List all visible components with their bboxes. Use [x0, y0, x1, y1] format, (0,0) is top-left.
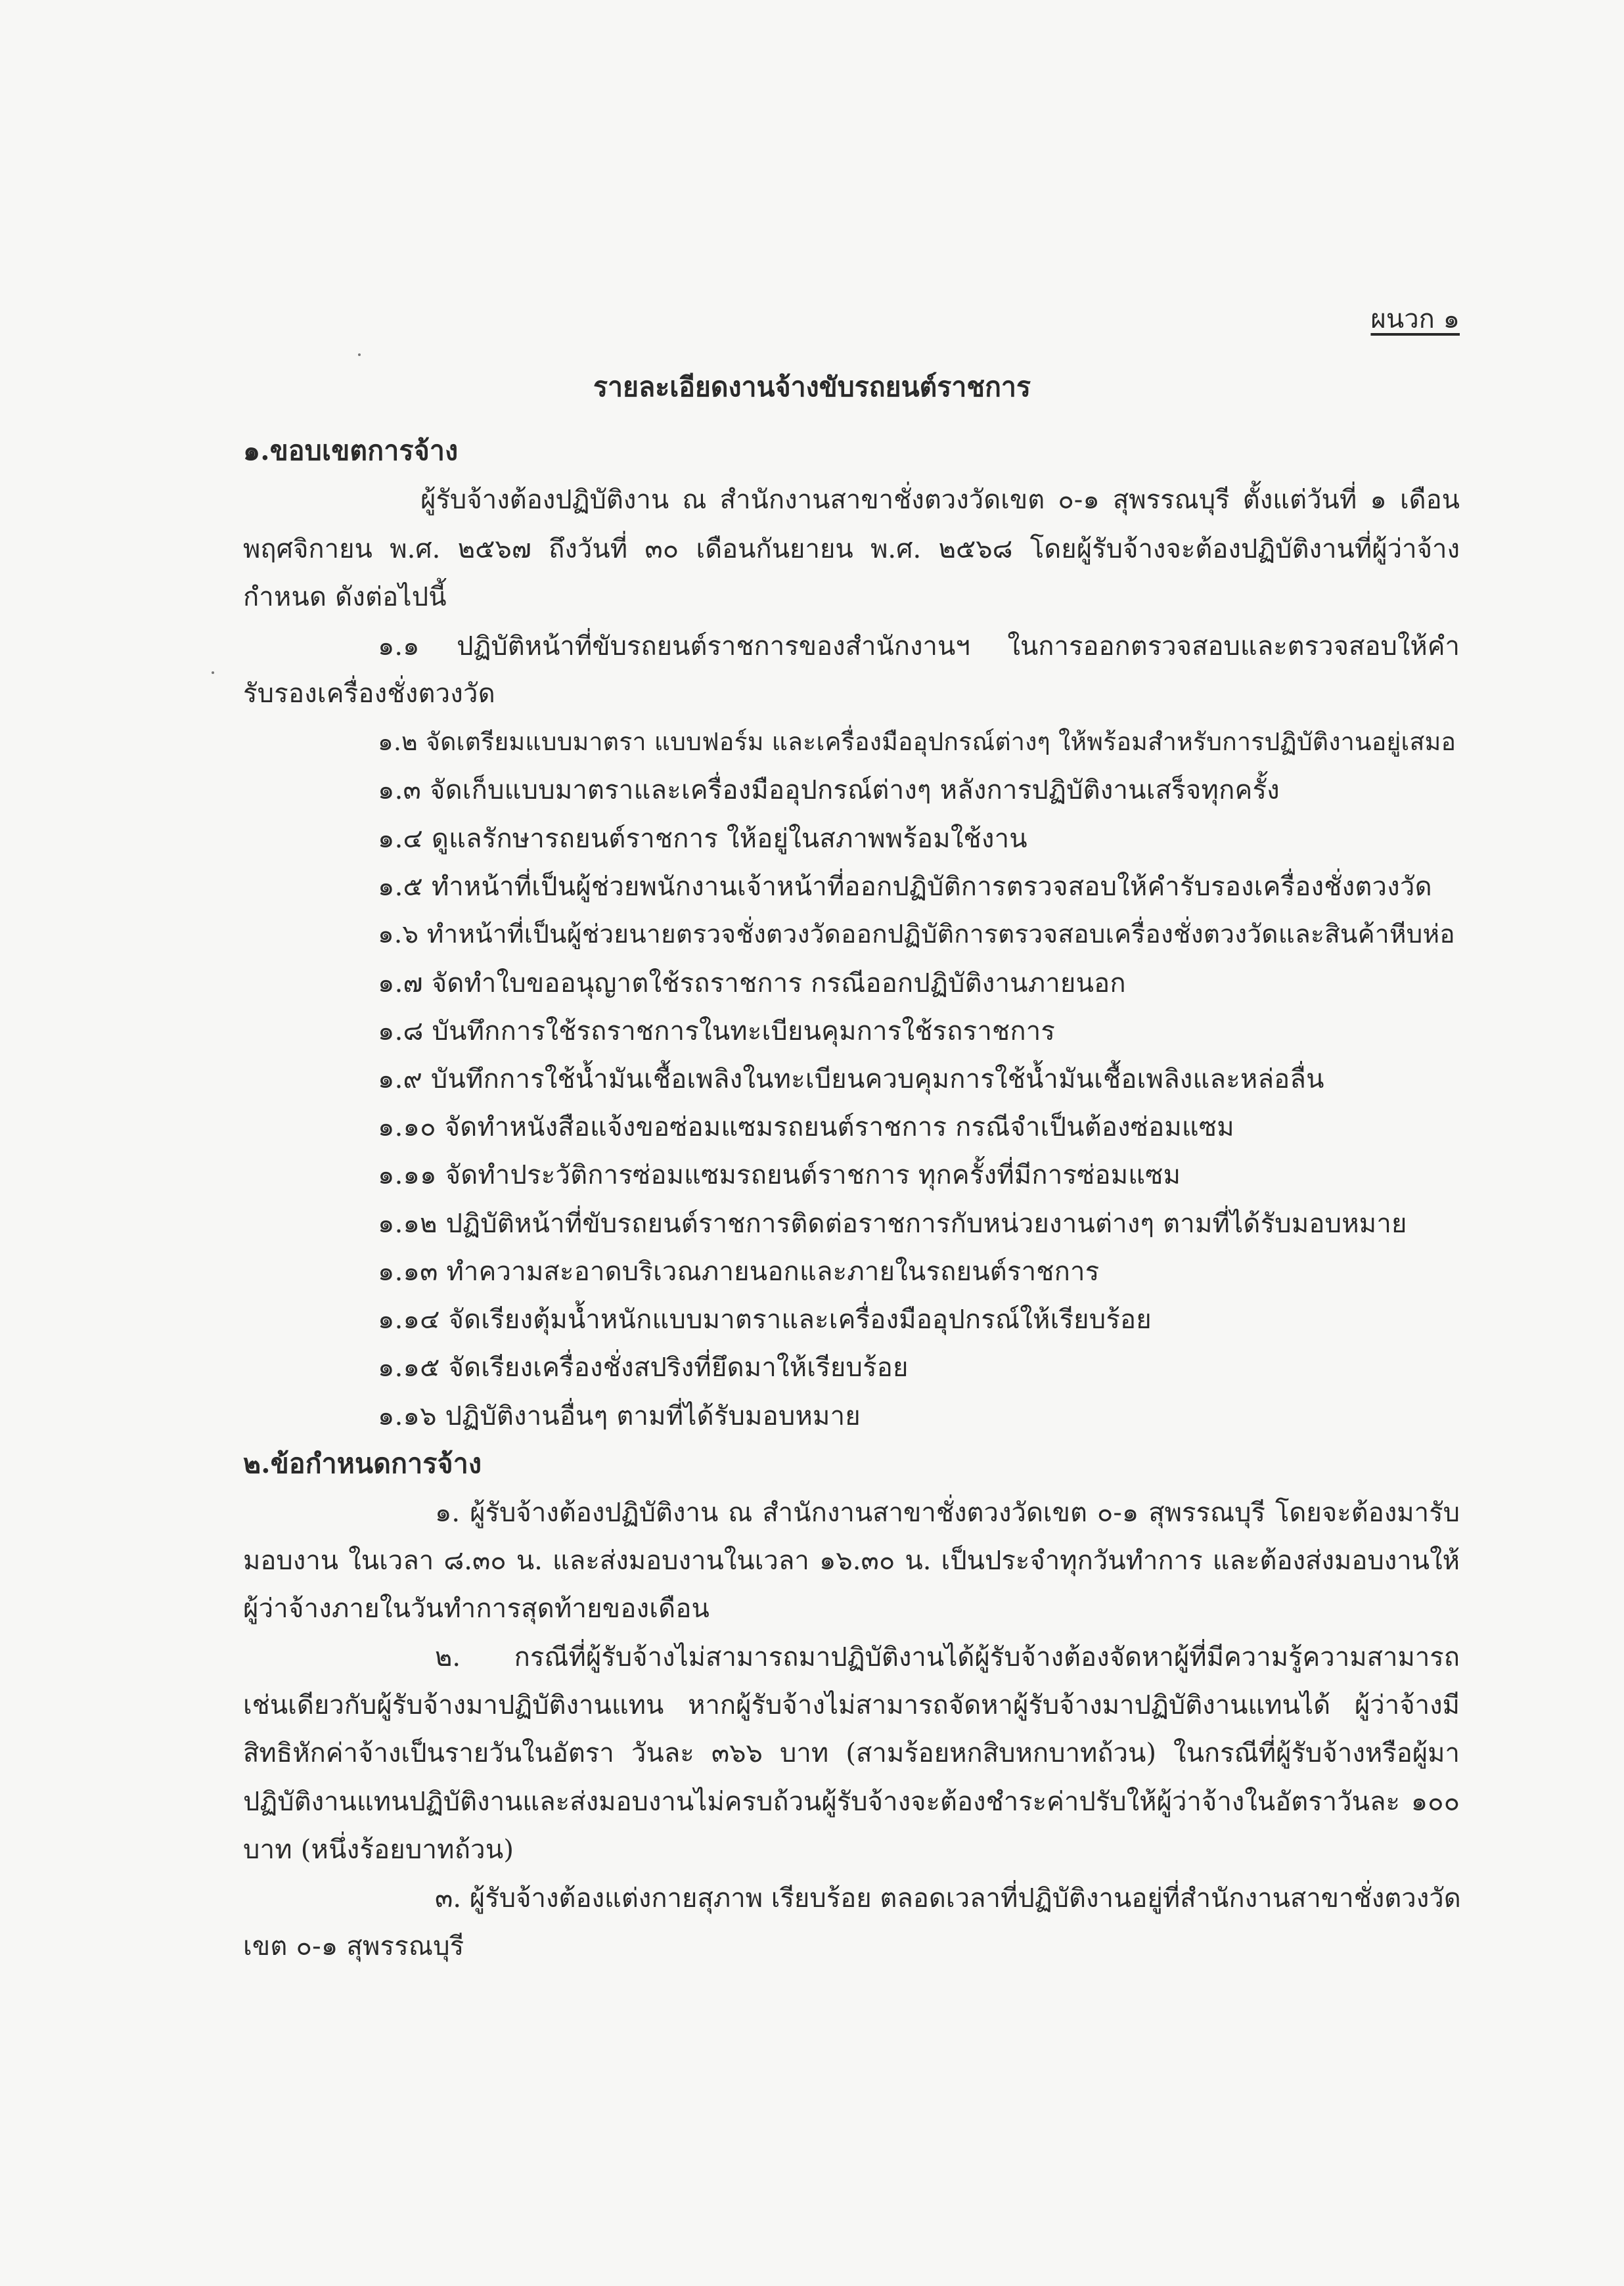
attachment-label: ผนวก ๑: [1370, 304, 1460, 334]
scope-item: ๑.๑๓ ทำความสะอาดบริเวณภายนอกและภายในรถยนต์ราชการ: [378, 1257, 1100, 1287]
section-1-intro-line: พฤศจิกายน พ.ศ. ๒๕๖๗ ถึงวันที่ ๓๐ เดือนกันยายน พ.ศ. ๒๕๖๘ โดยผู้รับจ้างจะต้องปฏิบัติงานที่ผู้ว่าจ้าง: [243, 534, 1460, 564]
clause-2-line: บาท (หนึ่งร้อยบาทถ้วน): [243, 1835, 514, 1865]
scope-item: ๑.๒ จัดเตรียมแบบมาตรา แบบฟอร์ม และเครื่องมืออุปกรณ์ต่างๆ ให้พร้อมสำหรับการปฏิบัติงานอยู่เสมอ: [378, 727, 1456, 756]
scope-item: ๑.๘ บันทึกการใช้รถราชการในทะเบียนคุมการใช้รถราชการ: [378, 1016, 1056, 1046]
clause-1-line: ๑. ผู้รับจ้างต้องปฏิบัติงาน ณ สำนักงานสาขาชั่งตวงวัดเขต ๐-๑ สุพรรณบุรี โดยจะต้องมารับ: [435, 1498, 1460, 1528]
clause-2-line: สิทธิหักค่าจ้างเป็นรายวันในอัตรา วันละ ๓๖๖ บาท (สามร้อยหกสิบหกบาทถ้วน) ในกรณีที่ผู้รับจ้างหรือผู้มา: [243, 1738, 1460, 1768]
scope-item: ๑.๑๕ จัดเรียงเครื่องชั่งสปริงที่ยึดมาให้เรียบร้อย: [378, 1353, 909, 1383]
clause-3-line: ๓. ผู้รับจ้างต้องแต่งกายสุภาพ เรียบร้อย ตลอดเวลาที่ปฏิบัติงานอยู่ที่สำนักงานสาขาชั่งตวงวัด: [435, 1883, 1461, 1914]
scope-item: ๑.๑๐ จัดทำหนังสือแจ้งขอซ่อมแซมรถยนต์ราชการ กรณีจำเป็นต้องซ่อมแซม: [378, 1112, 1234, 1142]
item-1-1-line: ๑.๑ ปฏิบัติหน้าที่ขับรถยนต์ราชการของสำนักงานฯ ในการออกตรวจสอบและตรวจสอบให้คำ: [378, 631, 1460, 661]
scope-item: ๑.๔ ดูแลรักษารถยนต์ราชการ ให้อยู่ในสภาพพร้อมใช้งาน: [378, 824, 1027, 854]
scope-item: ๑.๑๔ จัดเรียงตุ้มน้ำหนักแบบมาตราและเครื่องมืออุปกรณ์ให้เรียบร้อย: [378, 1305, 1152, 1335]
section-1-intro-line: ผู้รับจ้างต้องปฏิบัติงาน ณ สำนักงานสาขาชั่งตวงวัดเขต ๐-๑ สุพรรณบุรี ตั้งแต่วันที่ ๑ เดือน: [420, 485, 1460, 515]
section-1-heading: ๑.ขอบเขตการจ้าง: [243, 435, 459, 466]
scope-item: ๑.๑๖ ปฏิบัติงานอื่นๆ ตามที่ได้รับมอบหมาย: [378, 1401, 861, 1431]
clause-2-line: เช่นเดียวกับผู้รับจ้างมาปฏิบัติงานแทน หากผู้รับจ้างไม่สามารถจัดหาผู้รับจ้างมาปฏิบัติงานแทนได้ ผู้ว่าจ้างมี: [243, 1690, 1460, 1720]
clause-1-line: ผู้ว่าจ้างภายในวันทำการสุดท้ายของเดือน: [243, 1594, 710, 1624]
scope-item: ๑.๑๒ ปฏิบัติหน้าที่ขับรถยนต์ราชการติดต่อราชการกับหน่วยงานต่างๆ ตามที่ได้รับมอบหมาย: [378, 1209, 1407, 1239]
scope-item: ๑.๕ ทำหน้าที่เป็นผู้ช่วยพนักงานเจ้าหน้าที่ออกปฏิบัติการตรวจสอบให้คำรับรองเครื่องชั่งตวงวัด: [378, 872, 1432, 902]
scope-item: ๑.๑๑ จัดทำประวัติการซ่อมแซมรถยนต์ราชการ ทุกครั้งที่มีการซ่อมแซม: [378, 1160, 1181, 1190]
scope-item: ๑.๓ จัดเก็บแบบมาตราและเครื่องมืออุปกรณ์ต่างๆ หลังการปฏิบัติงานเสร็จทุกครั้ง: [378, 775, 1280, 805]
scan-speck: [358, 353, 361, 356]
clause-2-line: ๒. กรณีที่ผู้รับจ้างไม่สามารถมาปฏิบัติงานได้ผู้รับจ้างต้องจัดหาผู้ที่มีความรู้ความสามารถ: [435, 1642, 1460, 1672]
item-1-1-line: รับรองเครื่องชั่งตวงวัด: [243, 679, 495, 709]
clause-2-line: ปฏิบัติงานแทนปฏิบัติงานและส่งมอบงานไม่ครบถ้วนผู้รับจ้างจะต้องชำระค่าปรับให้ผู้ว่าจ้างในอัตราวันละ ๑๐๐: [243, 1787, 1460, 1817]
clause-3-line: เขต ๐-๑ สุพรรณบุรี: [243, 1931, 464, 1961]
document-title: รายละเอียดงานจ้างขับรถยนต์ราชการ: [593, 371, 1031, 403]
section-2-heading: ๒.ข้อกำหนดการจ้าง: [243, 1448, 482, 1479]
scope-item: ๑.๖ ทำหน้าที่เป็นผู้ช่วยนายตรวจชั่งตวงวัดออกปฏิบัติการตรวจสอบเครื่องชั่งตวงวัดและสินค้าหีบห่อ: [378, 920, 1455, 949]
scope-item: ๑.๗ จัดทำใบขออนุญาตใช้รถราชการ กรณีออกปฏิบัติงานภายนอก: [378, 968, 1126, 998]
clause-1-line: มอบงาน ในเวลา ๘.๓๐ น. และส่งมอบงานในเวลา ๑๖.๓๐ น. เป็นประจำทุกวันทำการ และต้องส่งมอบงานให้: [243, 1546, 1460, 1576]
section-1-intro-line: กำหนด ดังต่อไปนี้: [243, 582, 447, 612]
scan-speck: [212, 671, 214, 674]
scope-item: ๑.๙ บันทึกการใช้น้ำมันเชื้อเพลิงในทะเบียนควบคุมการใช้น้ำมันเชื้อเพลิงและหล่อลื่น: [378, 1064, 1324, 1094]
